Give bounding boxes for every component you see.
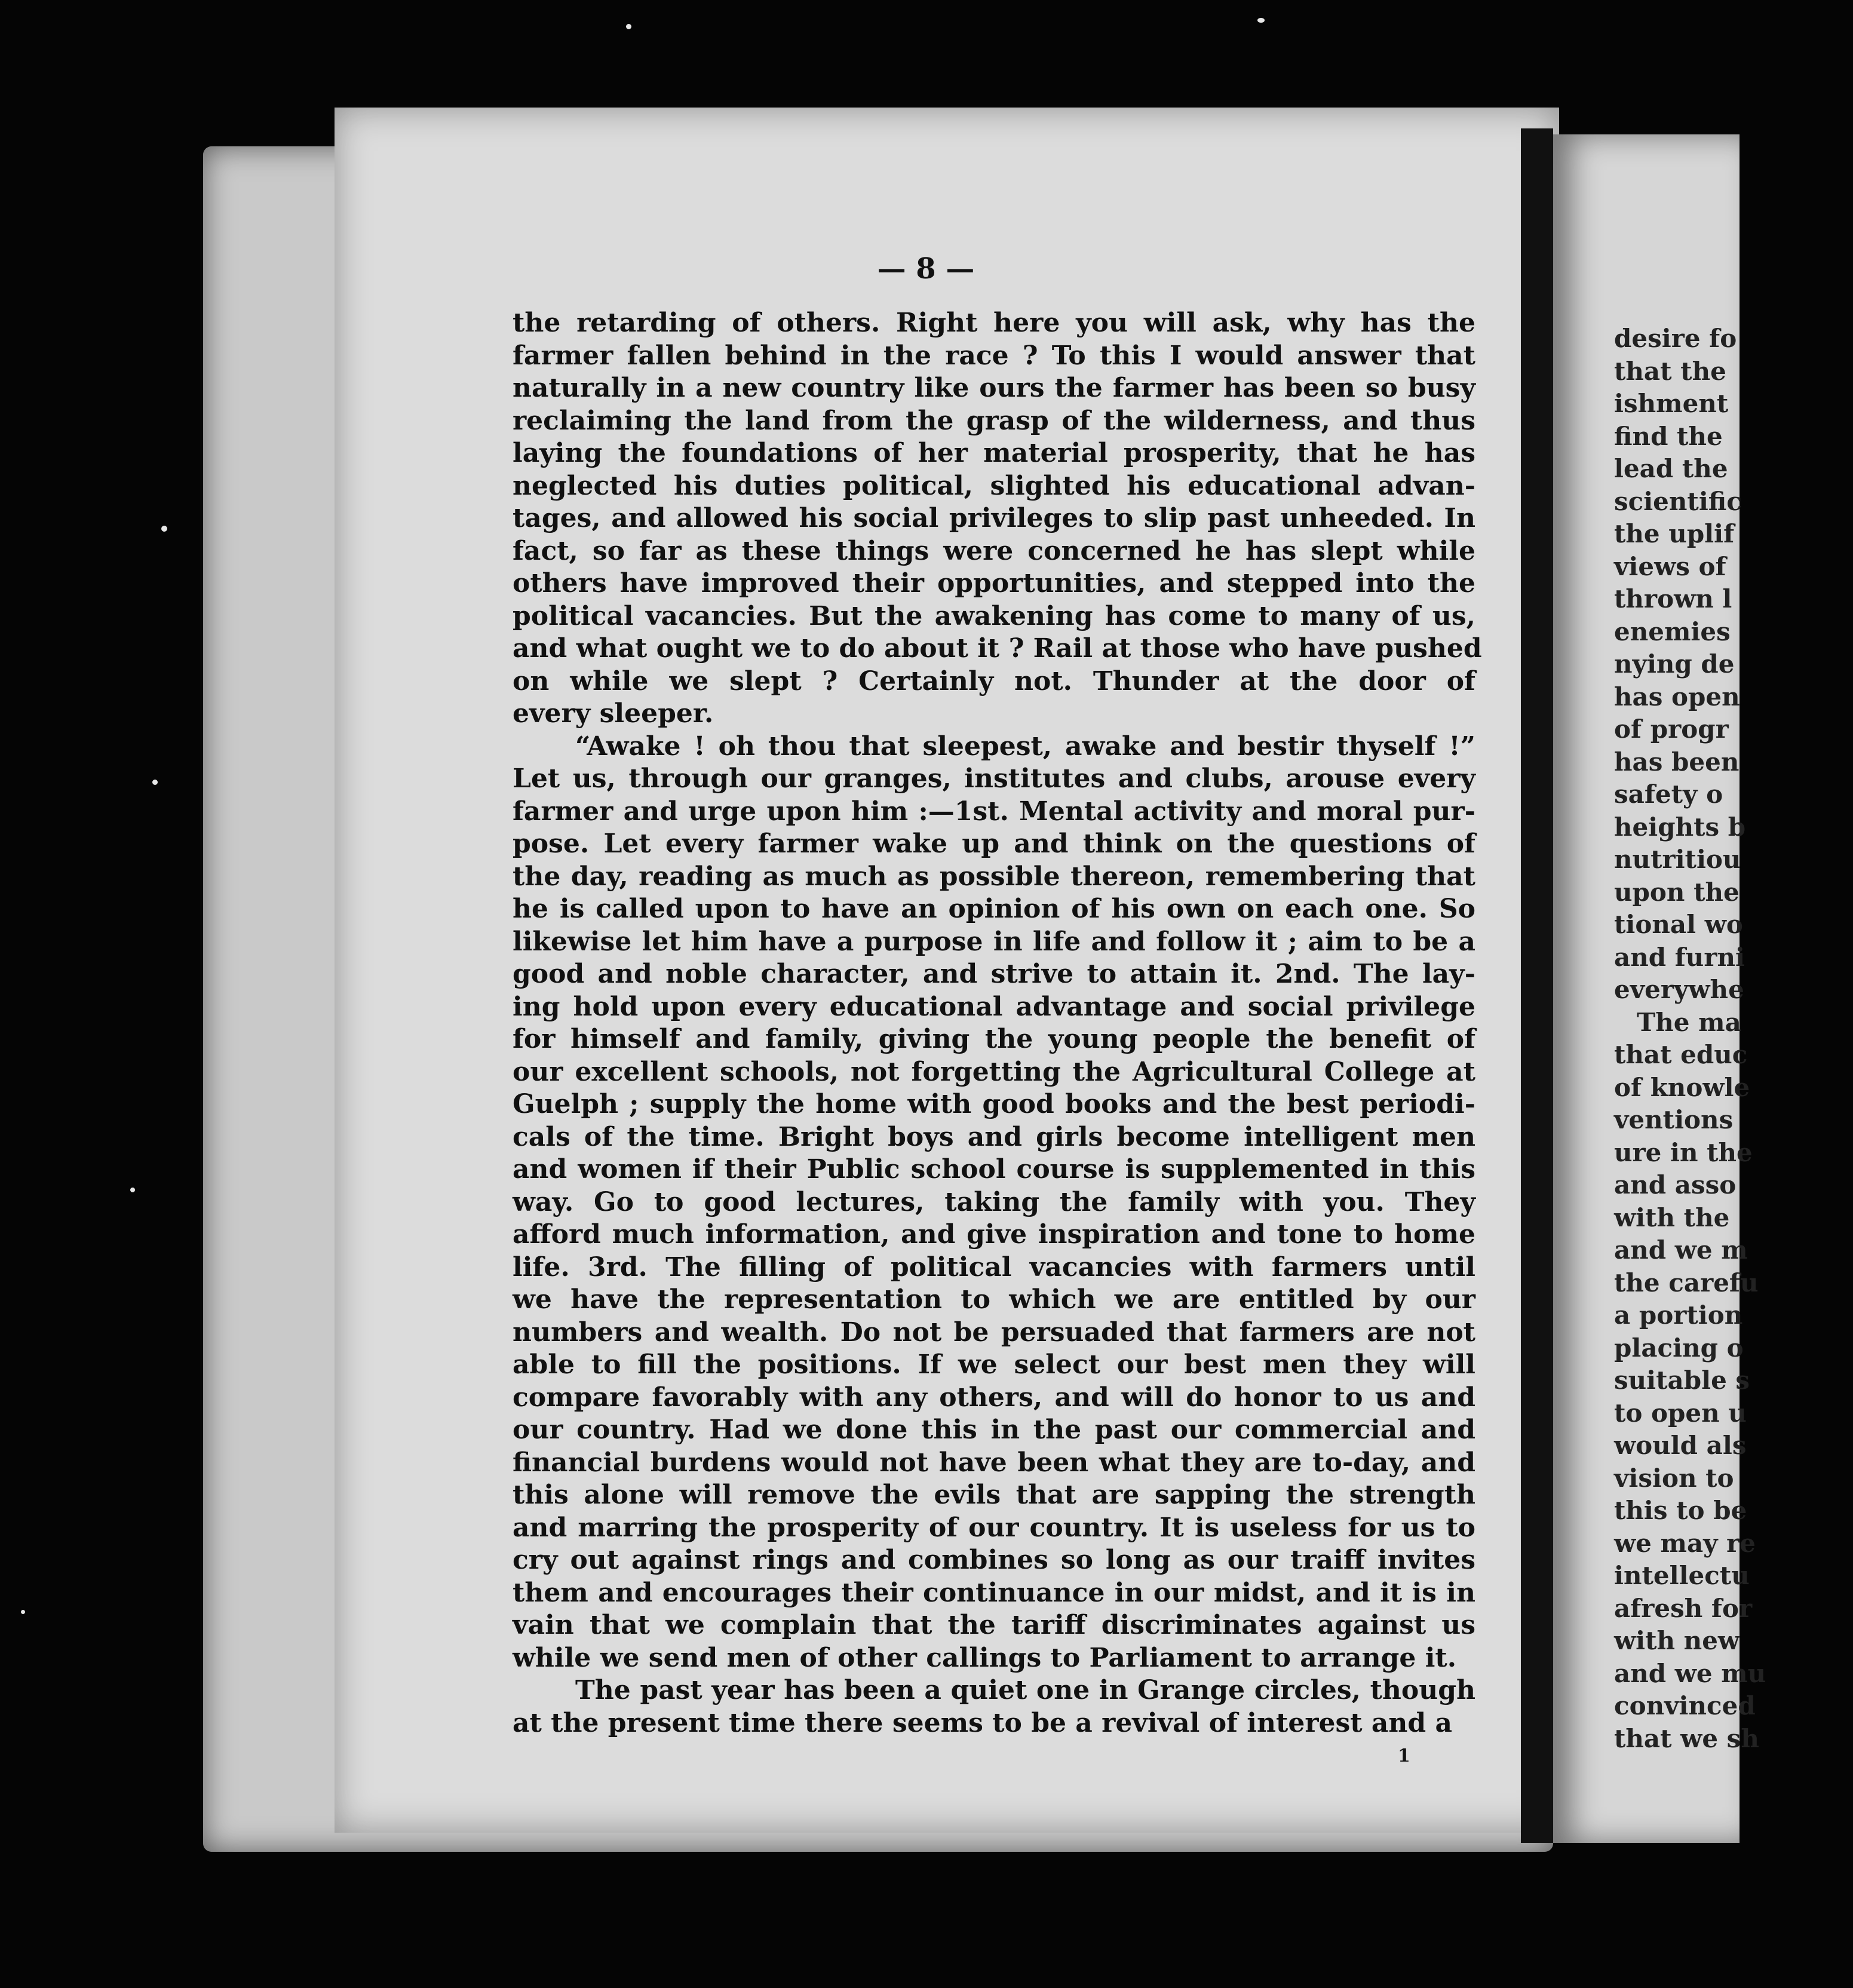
facing-text-line: of progr bbox=[1614, 714, 1729, 744]
facing-text-line: and asso bbox=[1614, 1170, 1737, 1199]
text-line: our country. Had we done this in the past our commercial and bbox=[513, 1415, 1475, 1445]
facing-text-line: has open bbox=[1614, 682, 1740, 711]
facing-text-line: convinced bbox=[1614, 1691, 1756, 1720]
facing-text-line: ishment bbox=[1614, 389, 1729, 418]
facing-text-line: the uplif bbox=[1614, 519, 1735, 548]
text-line: tages, and allowed his social privileges to slip past unheeded. In bbox=[513, 503, 1475, 533]
dust-speck bbox=[152, 780, 158, 785]
text-line: way. Go to good lectures, taking the family with you. They bbox=[513, 1186, 1475, 1217]
text-line: cals of the time. Bright boys and girls become intelligent men bbox=[513, 1121, 1475, 1152]
facing-page-text-column bbox=[1614, 323, 1853, 1755]
book-gutter bbox=[1521, 128, 1553, 1843]
facing-text-line: with the bbox=[1614, 1202, 1730, 1232]
facing-text-line: of knowle bbox=[1614, 1072, 1750, 1102]
page-number: — 8 — bbox=[877, 252, 975, 286]
text-line: our excellent schools, not forgetting the Agricultural College at bbox=[513, 1056, 1475, 1087]
text-line: fact, so far as these things were concerned he has slept while bbox=[513, 535, 1475, 566]
dust-speck bbox=[21, 1610, 25, 1614]
text-line: numbers and wealth. Do not be persuaded that farmers are not bbox=[513, 1317, 1475, 1348]
text-line: and women if their Public school course is supplemented in this bbox=[513, 1154, 1475, 1185]
text-line: Let us, through our granges, institutes and clubs, arouse every bbox=[513, 763, 1475, 794]
facing-text-line: The ma bbox=[1637, 1007, 1741, 1037]
facing-text-line: suitable s bbox=[1614, 1366, 1750, 1395]
facing-text-line: we may re bbox=[1614, 1528, 1756, 1558]
facing-text-line: heights b bbox=[1614, 812, 1746, 842]
facing-text-line: that educ bbox=[1614, 1040, 1748, 1069]
text-line: others have improved their opportunities, and stepped into the bbox=[513, 568, 1475, 599]
facing-text-line: tional wo bbox=[1614, 910, 1743, 939]
dust-speck bbox=[626, 24, 631, 29]
facing-text-line: views of bbox=[1614, 551, 1726, 581]
facing-text-line: and we mu bbox=[1614, 1658, 1766, 1688]
facing-text-line: with new bbox=[1614, 1626, 1740, 1655]
facing-text-line: ure in the bbox=[1614, 1137, 1753, 1167]
facing-text-line: afresh for bbox=[1614, 1593, 1753, 1623]
facing-text-line: and furni bbox=[1614, 942, 1745, 972]
facing-text-line: this to be bbox=[1614, 1496, 1747, 1525]
facing-text-line: find the bbox=[1614, 421, 1723, 451]
text-line: cry out against rings and combines so long as our traiff invites bbox=[513, 1545, 1475, 1575]
text-line: able to fill the positions. If we select our best men they will bbox=[513, 1349, 1475, 1380]
text-line: afford much information, and give inspiration and tone to home bbox=[513, 1219, 1475, 1250]
facing-text-line: thrown l bbox=[1614, 584, 1732, 613]
dust-speck bbox=[130, 1188, 135, 1192]
text-line: financial burdens would not have been what they are to-day, and bbox=[513, 1447, 1475, 1478]
text-line: every sleeper. bbox=[513, 698, 714, 729]
text-line: neglected his duties political, slighted his educational advan- bbox=[513, 470, 1475, 501]
facing-text-line: safety o bbox=[1614, 780, 1723, 809]
catchword: 1 bbox=[1398, 1745, 1410, 1766]
text-line: naturally in a new country like ours the farmer has been so busy bbox=[513, 373, 1475, 403]
text-line: farmer and urge upon him :—1st. Mental activity and moral pur- bbox=[513, 796, 1475, 827]
text-line: on while we slept ? Certainly not. Thunder at the door of bbox=[513, 665, 1475, 697]
text-line: The past year has been a quiet one in Grange circles, though bbox=[575, 1675, 1475, 1705]
facing-text-line: lead the bbox=[1614, 454, 1728, 483]
facing-text-line: that we sh bbox=[1614, 1723, 1759, 1753]
facing-text-line: desire fo bbox=[1614, 324, 1737, 353]
text-line: vain that we complain that the tariff discriminates against us bbox=[513, 1610, 1475, 1640]
text-line: good and noble character, and strive to attain it. 2nd. The lay- bbox=[513, 959, 1475, 989]
text-line: laying the foundations of her material prosperity, that he has bbox=[513, 438, 1475, 468]
text-line: he is called upon to have an opinion of his own on each one. So bbox=[513, 894, 1475, 924]
facing-text-line: the carefu bbox=[1614, 1268, 1759, 1297]
text-line: while we send men of other callings to Parliament to arrange it. bbox=[513, 1642, 1457, 1673]
text-line: pose. Let every farmer wake up and think on the questions of bbox=[513, 829, 1475, 859]
text-line: them and encourages their continuance in our midst, and it is in bbox=[513, 1577, 1475, 1608]
dust-speck bbox=[1257, 18, 1265, 23]
facing-text-line: has been bbox=[1614, 747, 1740, 777]
facing-text-line: a portion bbox=[1614, 1300, 1743, 1330]
text-line: for himself and family, giving the young people the benefit of bbox=[513, 1024, 1475, 1054]
text-line: political vacancies. But the awakening has come to many of us, bbox=[513, 600, 1475, 631]
text-line: reclaiming the land from the grasp of the wilderness, and thus bbox=[513, 405, 1475, 436]
facing-text-line: nying de bbox=[1614, 649, 1735, 679]
facing-text-line: nutritiou bbox=[1614, 845, 1741, 874]
text-line: “Awake ! oh thou that sleepest, awake and bestir thyself !” bbox=[575, 731, 1475, 762]
text-line: we have the representation to which we are entitled by our bbox=[513, 1284, 1475, 1315]
text-line: and marring the prosperity of our country. It is useless for us to bbox=[513, 1512, 1475, 1543]
facing-text-line: ventions bbox=[1614, 1105, 1734, 1134]
facing-text-line: vision to bbox=[1614, 1463, 1734, 1493]
text-line: and what ought we to do about it ? Rail at those who have pushed bbox=[513, 633, 1482, 664]
facing-text-line: and we m bbox=[1614, 1235, 1748, 1265]
text-line: the retarding of others. Right here you will ask, why has the bbox=[513, 308, 1475, 338]
body-text-column bbox=[513, 307, 1482, 1740]
text-line: this alone will remove the evils that are sapping the strength bbox=[513, 1480, 1475, 1510]
facing-text-line: intellectu bbox=[1614, 1561, 1750, 1590]
text-line: compare favorably with any others, and will do honor to us and bbox=[513, 1382, 1475, 1413]
text-line: farmer fallen behind in the race ? To this I would answer that bbox=[513, 340, 1475, 371]
facing-text-line: everywhe bbox=[1614, 975, 1744, 1004]
facing-text-line: would als bbox=[1614, 1431, 1747, 1460]
text-line: ing hold upon every educational advantage and social privilege bbox=[513, 991, 1475, 1022]
facing-text-line: placing o bbox=[1614, 1333, 1744, 1363]
text-line: Guelph ; supply the home with good books and the best periodi- bbox=[513, 1089, 1475, 1119]
facing-text-line: upon the bbox=[1614, 877, 1740, 907]
facing-text-line: that the bbox=[1614, 356, 1726, 386]
dust-speck bbox=[161, 526, 167, 532]
facing-text-line: scientific bbox=[1614, 486, 1742, 516]
text-line: life. 3rd. The filling of political vacancies with farmers until bbox=[513, 1251, 1475, 1283]
text-line: at the present time there seems to be a revival of interest and a bbox=[513, 1707, 1452, 1738]
text-line: likewise let him have a purpose in life and follow it ; aim to be a bbox=[513, 926, 1475, 957]
text-line: the day, reading as much as possible thereon, remembering that bbox=[513, 861, 1475, 892]
facing-text-line: to open u bbox=[1614, 1398, 1747, 1428]
facing-text-line: enemies bbox=[1614, 616, 1731, 646]
